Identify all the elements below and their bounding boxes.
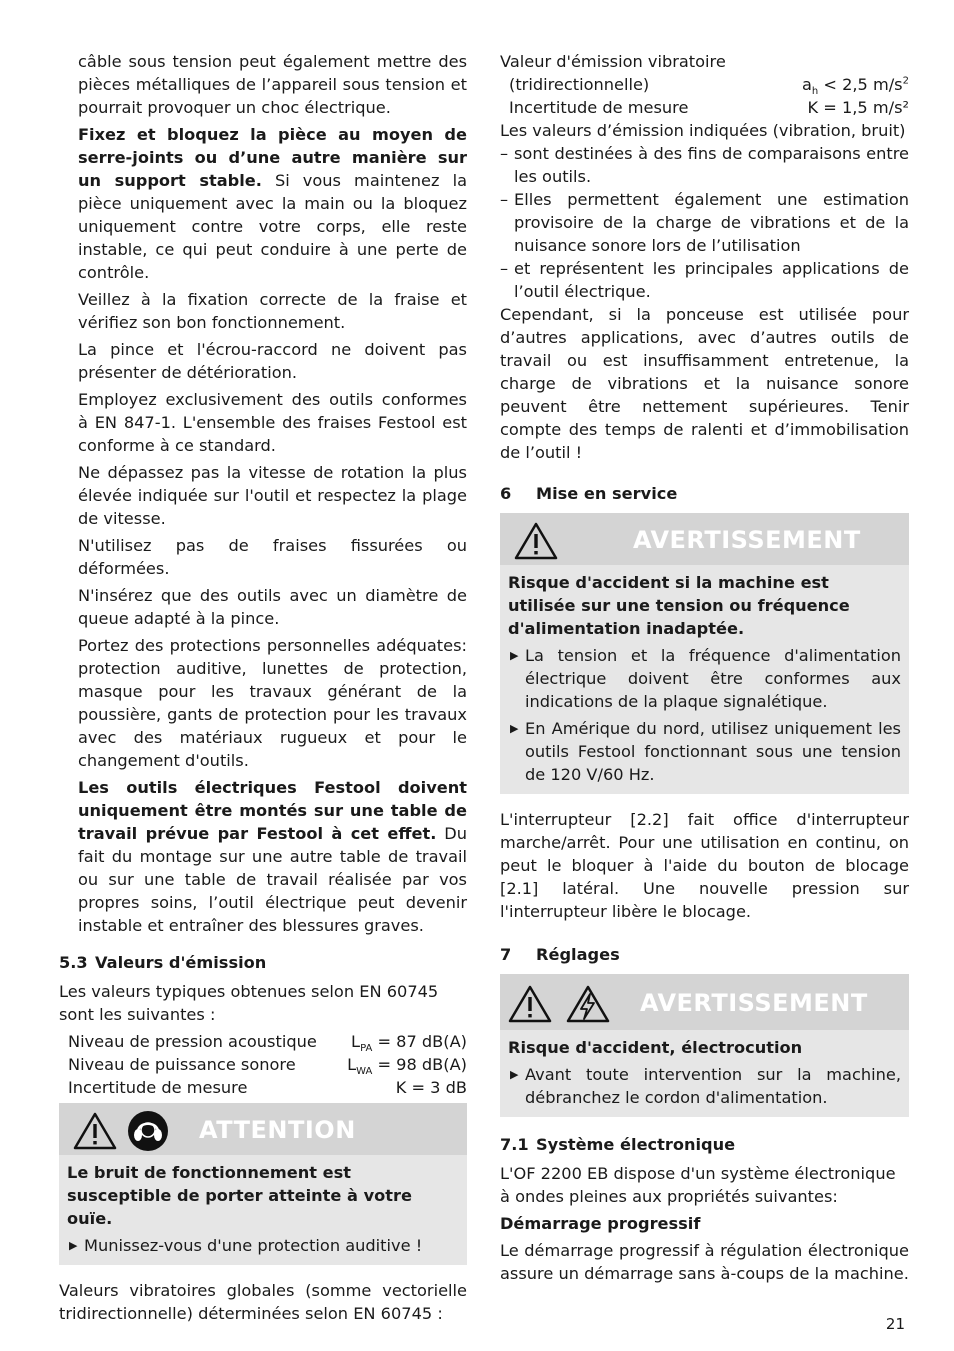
- warning-body: [500, 1030, 909, 1117]
- dash-item: – Elles permettent également une estimation provisoire de la charge de vibrations et de la nuisance sonore lors de l’utilisation: [500, 188, 909, 257]
- warning-triangle-icon: [514, 522, 558, 560]
- section-title: Réglages: [536, 945, 620, 964]
- vibration-label-2: (tridirectionnelle): [509, 75, 650, 94]
- section-title: Valeurs d'émission: [95, 953, 267, 972]
- symbol: L: [347, 1055, 357, 1074]
- symbol: L: [351, 1032, 361, 1051]
- symbol-subscript: h: [811, 86, 819, 98]
- section-heading-6: [500, 482, 909, 505]
- attention-body: [59, 1155, 467, 1265]
- symbol: a: [801, 75, 812, 94]
- section-number: 5.3: [59, 953, 88, 972]
- paragraph-collet: La pince et l'écrou-raccord ne doivent pas présenter de détérioration.: [78, 340, 467, 382]
- table-text: Du fait du montage sur une autre table de travail ou sur une table de travail réalisée par vos propres soins, l’outil électrique peut devenir instable et entraîner des blessures graves.: [78, 824, 467, 935]
- warning-lead: Risque d'accident, électrocution: [508, 1038, 803, 1057]
- emission-row-pressure: [68, 1030, 467, 1053]
- subheading-soft-start: Démarrage progressif: [500, 1214, 701, 1233]
- emission-value: K = 3 dB: [395, 1078, 467, 1097]
- emission-label: Niveau de pression acoustique: [68, 1032, 317, 1051]
- emission-value: [337, 1053, 467, 1076]
- warning-box-electrocution: [500, 974, 909, 1117]
- dash-item: – sont destinées à des fins de comparaisons entre les outils.: [500, 142, 909, 188]
- value: < 2,5 m/s: [823, 75, 903, 94]
- paragraph-en847: Employez exclusivement des outils conformes à EN 847-1. L'ensemble des fraises Festool est conforme à ce standard.: [78, 390, 467, 455]
- paragraph-cable: câble sous tension peut également mettre des pièces métalliques de l’appareil sous tension et pourrait provoquer un choc électrique.: [78, 52, 467, 117]
- warning-title: AVERTISSEMENT: [640, 989, 868, 1017]
- attention-bullet: ▶ Munissez-vous d'une protection auditive !: [67, 1234, 459, 1257]
- warning-header: [500, 974, 909, 1030]
- section-heading-7-1: [500, 1133, 909, 1156]
- section-heading-7: [500, 943, 909, 966]
- vibration-value: [760, 73, 909, 96]
- paragraph-electronics: L'OF 2200 EB dispose d'un système électronique à ondes pleines aux propriétés suivantes:: [500, 1164, 896, 1206]
- clamp-text: Si vous maintenez la pièce uniquement avec la main ou la bloquez uniquement contre votre corps, elle reste instable, ce qui peut conduire à une perte de contrôle.: [78, 171, 467, 282]
- emission-label: Niveau de puissance sonore: [68, 1055, 296, 1074]
- warning-bullet: ▶ La tension et la fréquence d'alimentation électrique doivent être conformes aux indications de la plaque signalétique.: [508, 644, 901, 713]
- emission-label: Incertitude de mesure: [68, 1078, 248, 1097]
- warning-title: AVERTISSEMENT: [633, 526, 861, 554]
- warning-header: [500, 513, 909, 565]
- paragraph-protection: Portez des protections personnelles adéquates: protection auditive, lunettes de protection, masque pour les travaux générant de la poussière, gants de protection pour les travaux avec des matériaux rugueux et pour le changement d'outils.: [78, 636, 467, 770]
- vibration-table: [500, 73, 909, 119]
- emission-intro: Les valeurs typiques obtenues selon EN 60745 sont les suivantes :: [59, 982, 439, 1024]
- table-emphasis: Les outils électriques Festool doivent uniquement être montés sur une table de travail prévue par Festool à cet effet.: [78, 778, 467, 843]
- section-title: Mise en service: [536, 484, 678, 503]
- emission-row-uncertainty: [68, 1076, 467, 1099]
- attention-lead: Le bruit de fonctionnement est susceptible de porter atteinte à votre ouïe.: [67, 1163, 412, 1228]
- values-intro: Les valeurs d’émission indiquées (vibration, bruit): [500, 121, 906, 140]
- warning-triangle-icon: [508, 985, 552, 1023]
- right-column: [500, 50, 909, 1289]
- warning-bullet: ▶ En Amérique du nord, utilisez uniquement les outils Festool fonctionnant sous une tension de 120 V/60 Hz.: [508, 717, 901, 786]
- section-heading-5-3: [59, 951, 467, 974]
- value-superscript: 2: [902, 75, 909, 87]
- vibration-row-value: [509, 73, 909, 96]
- value: = 87 dB(A): [377, 1032, 467, 1051]
- symbol-subscript: PA: [360, 1043, 373, 1055]
- page-number: 21: [885, 1315, 905, 1333]
- uncertainty-value: K = 1,5 m/s²: [807, 98, 909, 117]
- emission-table: [59, 1030, 467, 1099]
- warning-lead: Risque d'accident si la machine est utilisée sur une tension ou fréquence d'alimentation inadaptée.: [508, 573, 850, 638]
- value: = 98 dB(A): [377, 1055, 467, 1074]
- warning-bullet: ▶ Avant toute intervention sur la machine, débranchez le cordon d'alimentation.: [508, 1063, 901, 1109]
- section-number: 7: [500, 945, 512, 964]
- vibration-intro: Valeurs vibratoires globales (somme vectorielle tridirectionnelle) déterminées selon EN 60745 :: [59, 1281, 467, 1323]
- paragraph-cracked: N'utilisez pas de fraises fissurées ou déformées.: [78, 536, 467, 578]
- paragraph-caveat: Cependant, si la ponceuse est utilisée pour d’autres applications, avec d’autres outils de travail ou est insuffisamment entretenue, la charge de vibrations et la nuisance sonore peuvent être nettement supérieures. Tenir compte des temps de ralenti et d’immobilisation de l’outil !: [500, 305, 909, 462]
- warning-triangle-icon: [73, 1112, 117, 1150]
- vibration-label: Valeur d'émission vibratoire: [500, 52, 726, 71]
- paragraph-clamp: [59, 123, 467, 284]
- warning-box-power: [500, 513, 909, 794]
- ear-protection-icon: [127, 1110, 169, 1152]
- dash-item: – et représentent les principales applications de l’outil électrique.: [500, 257, 909, 303]
- vibration-row-uncertainty: [509, 96, 909, 119]
- paragraph-speed: Ne dépassez pas la vitesse de rotation la plus élevée indiquée sur l'outil et respectez la plage de vitesse.: [78, 463, 467, 528]
- section-number: 7.1: [500, 1135, 529, 1154]
- section-number: 6: [500, 484, 512, 503]
- emission-value: [337, 1030, 467, 1053]
- paragraph-soft-start: Le démarrage progressif à régulation électronique assure un démarrage sans à-coups de la machine.: [500, 1241, 909, 1283]
- uncertainty-label: Incertitude de mesure: [509, 98, 689, 117]
- symbol-subscript: WA: [356, 1066, 373, 1078]
- paragraph-switch: L'interrupteur [2.2] fait office d'interrupteur marche/arrêt. Pour une utilisation en continu, on peut le bloquer à l'aide du bouton de blocage [2.1] latéral. Une nouvelle pression sur l'interrupteur libère le blocage.: [500, 810, 909, 921]
- attention-title: ATTENTION: [199, 1116, 356, 1144]
- paragraph-shank: N'insérez que des outils avec un diamètre de queue adapté à la pince.: [78, 586, 467, 628]
- emission-row-power: [68, 1053, 467, 1076]
- warning-body: [500, 565, 909, 794]
- attention-header: [59, 1103, 467, 1155]
- clamp-emphasis: Fixez et bloquez la pièce au moyen de serre-joints ou d’une autre manière sur un support stable.: [78, 125, 467, 190]
- paragraph-table: [59, 776, 467, 937]
- paragraph-fixing: Veillez à la fixation correcte de la fraise et vérifiez son bon fonctionnement.: [78, 290, 467, 332]
- section-title: Système électronique: [536, 1135, 736, 1154]
- electric-hazard-icon: [566, 985, 610, 1023]
- attention-box: [59, 1103, 467, 1265]
- left-column: [59, 50, 467, 1329]
